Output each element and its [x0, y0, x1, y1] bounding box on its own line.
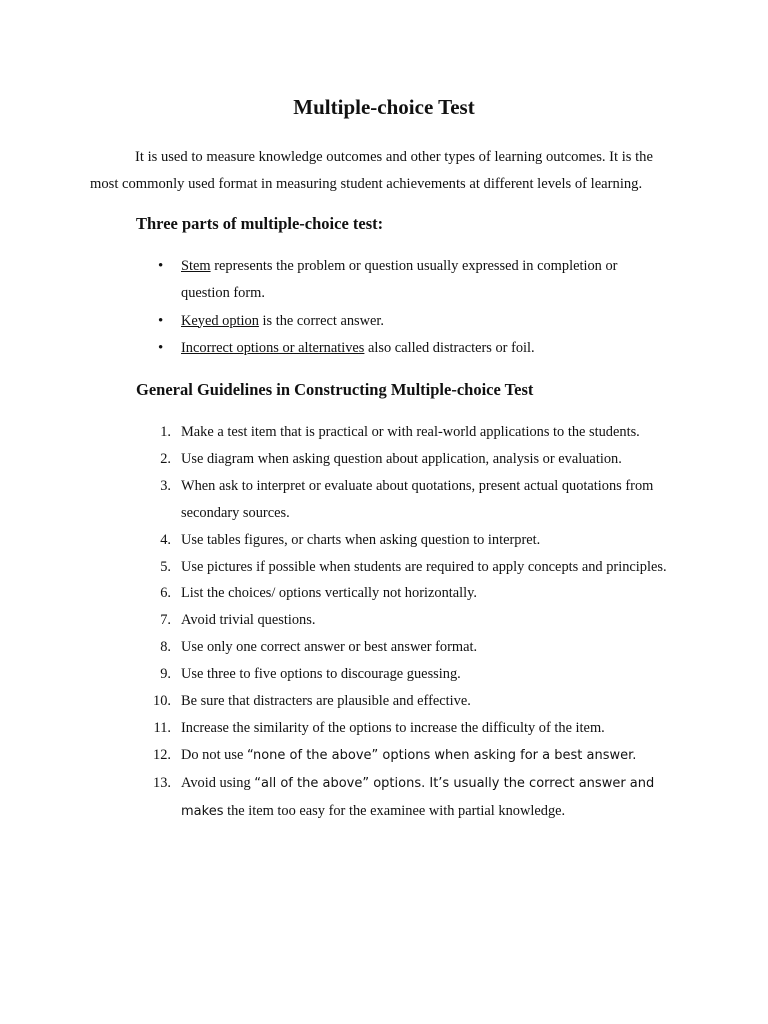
- item-number: 7.: [160, 612, 171, 629]
- list-item: [136, 335, 656, 362]
- item-number: 1.: [160, 424, 171, 440]
- item-text: Increase the similarity of the options to increase the difficulty of the item.: [181, 719, 605, 736]
- item-number: 13.: [153, 774, 171, 791]
- item-text: Use only one correct answer or best answer format.: [181, 639, 478, 656]
- item-text: Use diagram when asking question about application, analysis or evaluation.: [181, 450, 622, 467]
- list-item: [136, 607, 696, 634]
- list-item: [136, 253, 656, 308]
- item-number: 5.: [160, 558, 171, 575]
- item-number: 10.: [153, 693, 171, 710]
- list-item: [136, 527, 696, 554]
- list-item: [136, 770, 696, 826]
- page-title: Multiple-choice Test: [293, 95, 475, 119]
- list-item: [136, 308, 656, 335]
- list-item: [136, 715, 696, 742]
- section-heading-guidelines: General Guidelines in Constructing Multiple-choice Test: [136, 380, 534, 399]
- item-number: 6.: [160, 585, 171, 602]
- item-text: Use tables figures, or charts when asking question to interpret.: [181, 531, 541, 548]
- term-description: also called distracters or foil.: [364, 339, 535, 356]
- item-number: 4.: [160, 531, 171, 548]
- list-item: [136, 419, 696, 446]
- list-item: [136, 688, 696, 715]
- term-stem: Stem: [181, 258, 211, 274]
- term-keyed-option: Keyed option: [181, 312, 259, 329]
- item-number: 2.: [160, 450, 171, 467]
- term-description: represents the problem or question usually expressed in completion or question form.: [181, 258, 618, 302]
- item-number: 3.: [160, 477, 171, 494]
- item-text-lead: Avoid using: [181, 774, 255, 791]
- list-item: [136, 580, 696, 607]
- item-text-trail: the item too easy for the examinee with partial knowledge.: [223, 802, 566, 819]
- item-text: Use three to five options to discourage guessing.: [181, 666, 461, 683]
- bullet-icon: •: [158, 258, 164, 274]
- item-number: 9.: [160, 666, 171, 683]
- item-text-quoted: “all of the above” options. It’s usually the correct answer and makes: [181, 775, 655, 819]
- term-description: is the correct answer.: [258, 312, 385, 329]
- item-text: Be sure that distracters are plausible and effective.: [181, 693, 471, 710]
- intro-paragraph: It is used to measure knowledge outcomes and other types of learning outcomes. It is the most commonly used format in measuring student achievements at different levels of learning.: [90, 149, 653, 192]
- list-item: [136, 473, 696, 527]
- item-text: Make a test item that is practical or with real-world applications to the students.: [181, 424, 640, 440]
- item-number: 11.: [153, 719, 171, 736]
- parts-bullet-list: [136, 253, 656, 362]
- term-incorrect-options: Incorrect options or alternatives: [181, 339, 365, 356]
- list-item: [136, 446, 696, 473]
- guidelines-numbered-list: [136, 419, 696, 826]
- item-text: Avoid trivial questions.: [181, 612, 316, 629]
- list-item: [136, 661, 696, 688]
- section-heading-parts: Three parts of multiple-choice test:: [136, 214, 384, 233]
- item-number: 8.: [160, 639, 171, 656]
- item-text: When ask to interpret or evaluate about quotations, present actual quotations from secondary sources.: [181, 477, 654, 521]
- list-item: [136, 634, 696, 661]
- list-item: [136, 554, 696, 581]
- bullet-icon: •: [158, 339, 164, 356]
- item-number: 12.: [153, 746, 171, 763]
- list-item: [136, 742, 696, 770]
- item-text-lead: Do not use: [181, 746, 247, 763]
- item-text-quoted: “none of the above” options when asking for a best answer.: [246, 747, 637, 763]
- item-text: Use pictures if possible when students are required to apply concepts and principles.: [181, 558, 667, 575]
- bullet-icon: •: [158, 312, 164, 329]
- item-text: List the choices/ options vertically not horizontally.: [181, 585, 478, 602]
